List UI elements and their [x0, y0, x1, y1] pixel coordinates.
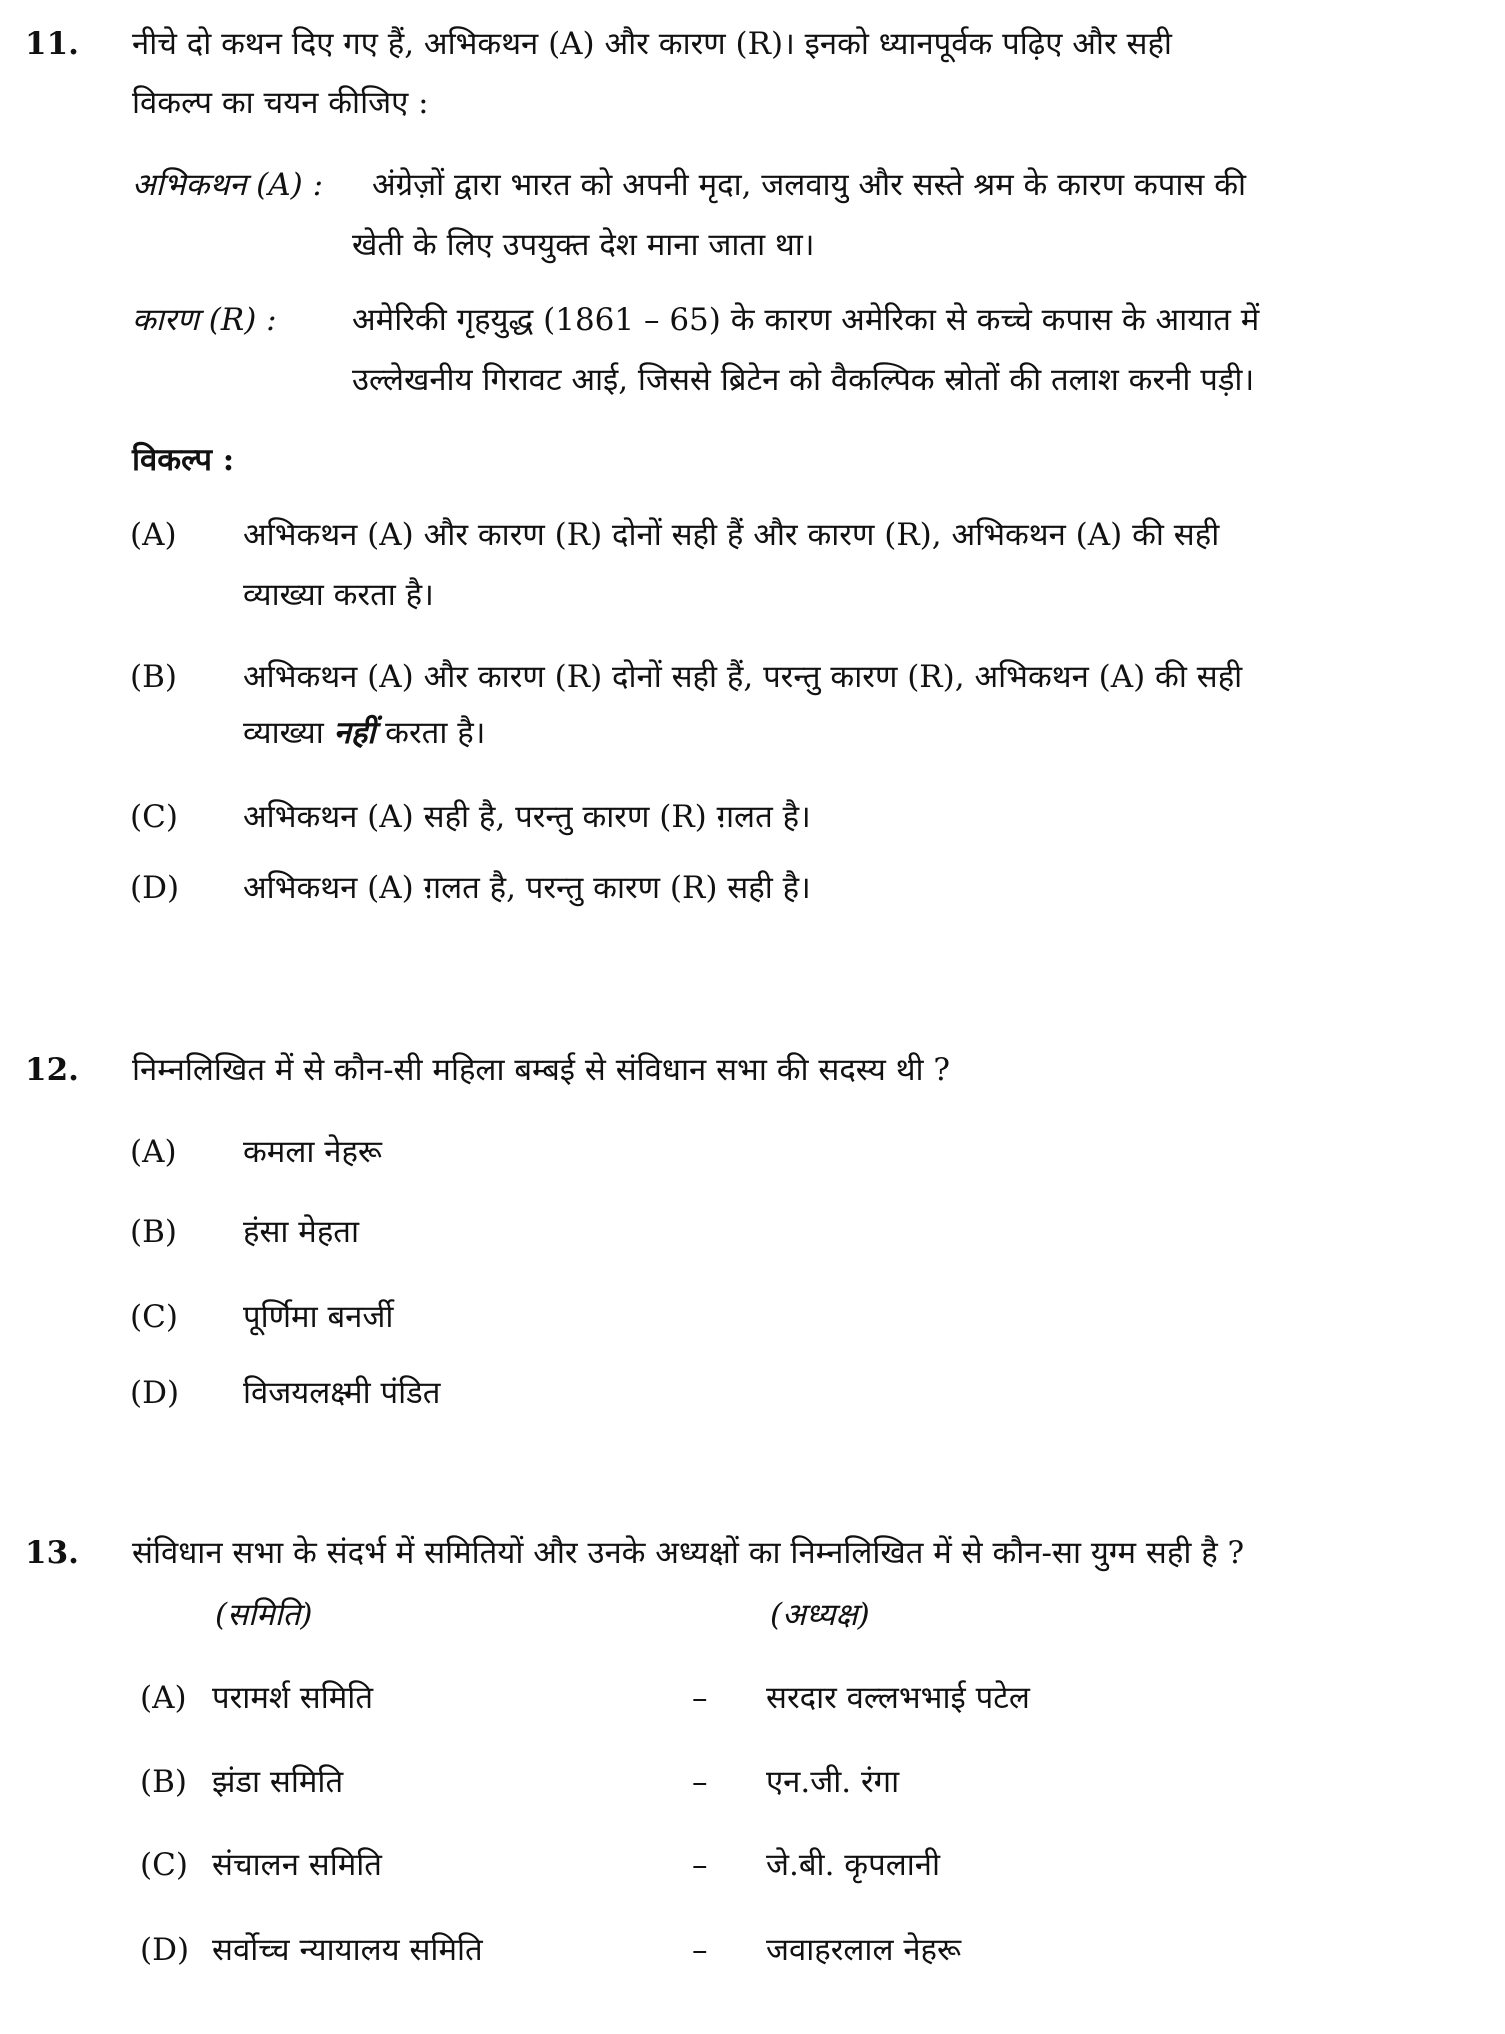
- option-text-line1: अभिकथन (A) और कारण (R) दोनों सही हैं और कारण (R), अभिकथन (A) की सही: [243, 517, 1220, 553]
- option-text: पूर्णिमा बनर्जी: [243, 1299, 394, 1335]
- question-number: 12.: [25, 1052, 79, 1088]
- chair-name: एन.जी. रंगा: [766, 1764, 900, 1800]
- option-text: हंसा मेहता: [243, 1214, 359, 1250]
- chair-name: जवाहरलाल नेहरू: [766, 1932, 962, 1968]
- option-label: (C): [140, 1847, 188, 1883]
- question-stem: संविधान सभा के संदर्भ में समितियों और उनके अध्यक्षों का निम्नलिखित में से कौन-सा युग्म सही है ?: [132, 1535, 1245, 1571]
- option-text: अभिकथन (A) सही है, परन्तु कारण (R) ग़लत है।: [243, 799, 811, 835]
- option-label: (C): [130, 799, 178, 835]
- assertion-line2: खेती के लिए उपयुक्त देश माना जाता था।: [352, 227, 815, 263]
- reason-line2: उल्लेखनीय गिरावट आई, जिससे ब्रिटेन को वैकल्पिक स्रोतों की तलाश करनी पड़ी।: [352, 362, 1255, 398]
- option-text-post: करता है।: [375, 715, 486, 751]
- reason-line1: अमेरिकी गृहयुद्ध (1861 – 65) के कारण अमेरिका से कच्चे कपास के आयात में: [352, 302, 1260, 338]
- column-header-chair: (अध्यक्ष): [770, 1597, 870, 1633]
- option-label: (A): [130, 517, 177, 553]
- option-text: कमला नेहरू: [243, 1134, 382, 1170]
- committee-name: परामर्श समिति: [212, 1680, 374, 1716]
- dash: –: [692, 1932, 708, 1968]
- assertion-line1: अंग्रेज़ों द्वारा भारत को अपनी मृदा, जलवायु और सस्ते श्रम के कारण कपास की: [372, 167, 1247, 203]
- reason-label: कारण (R) :: [132, 302, 277, 338]
- options-heading: विकल्प :: [132, 442, 235, 478]
- option-label: (A): [140, 1680, 187, 1716]
- dash: –: [692, 1680, 708, 1716]
- committee-name: सर्वोच्च न्यायालय समिति: [212, 1932, 483, 1968]
- option-text-line2: व्याख्या करता है।: [243, 577, 434, 613]
- committee-name: संचालन समिति: [212, 1847, 382, 1883]
- chair-name: सरदार वल्लभभाई पटेल: [766, 1680, 1030, 1716]
- question-stem: निम्नलिखित में से कौन-सी महिला बम्बई से संविधान सभा की सदस्य थी ?: [132, 1052, 951, 1088]
- dash: –: [692, 1764, 708, 1800]
- chair-name: जे.बी. कृपलानी: [766, 1847, 940, 1883]
- option-label: (A): [130, 1134, 177, 1170]
- question-stem-line1: [132, 24, 1442, 64]
- option-label: (D): [140, 1932, 190, 1968]
- option-label: (D): [130, 1375, 180, 1411]
- committee-name: झंडा समिति: [212, 1764, 344, 1800]
- option-label: (B): [130, 1214, 177, 1250]
- question-stem-line2: विकल्प का चयन कीजिए :: [132, 85, 429, 121]
- question-number: 13.: [25, 1535, 79, 1571]
- dash: –: [692, 1847, 708, 1883]
- option-text: विजयलक्ष्मी पंडित: [243, 1375, 441, 1411]
- assertion-label: अभिकथन (A) :: [132, 167, 324, 203]
- option-label: (C): [130, 1299, 178, 1335]
- column-header-committee: (समिति): [215, 1597, 313, 1633]
- stem-text: नीचे दो कथन दिए गए हैं, अभिकथन (A) और कारण (R)। इनको ध्यानपूर्वक पढ़िए और सही: [132, 26, 1172, 62]
- option-label: (B): [130, 659, 177, 695]
- option-label: (D): [130, 870, 180, 906]
- option-text: अभिकथन (A) ग़लत है, परन्तु कारण (R) सही है।: [243, 870, 811, 906]
- option-text-line2: [243, 713, 485, 753]
- emphasis-not: नहीं: [333, 715, 376, 751]
- option-text-line1: अभिकथन (A) और कारण (R) दोनों सही हैं, परन्तु कारण (R), अभिकथन (A) की सही: [243, 659, 1243, 695]
- option-label: (B): [140, 1764, 187, 1800]
- question-number: 11.: [25, 26, 79, 62]
- option-text-pre: व्याख्या: [243, 715, 334, 751]
